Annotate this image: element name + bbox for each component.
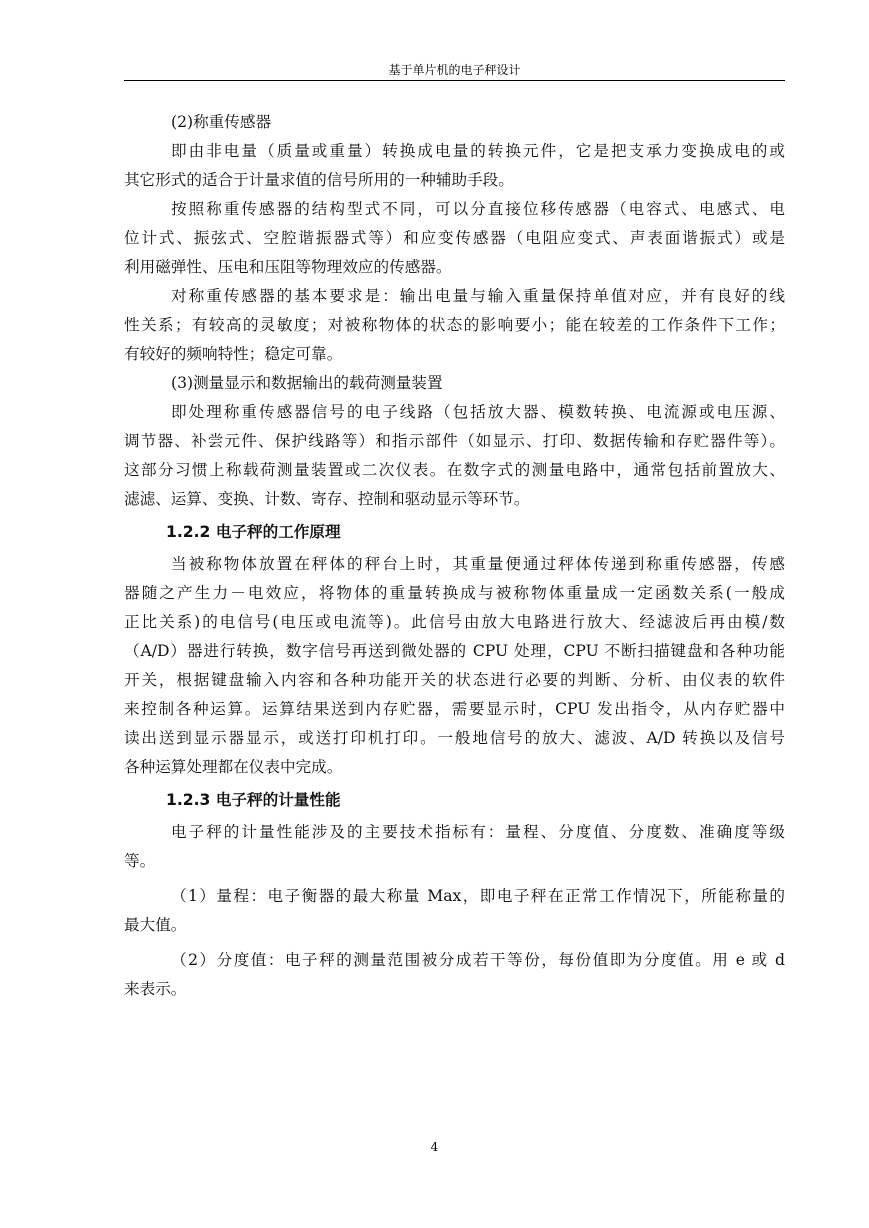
paragraph-line: 这部分习惯上称载荷测量装置或二次仪表。在数字式的测量电路中，通常包括前置放大、 (124, 461, 785, 479)
paragraph-line: 有较好的频响特性；稳定可靠。 (124, 345, 343, 363)
paragraph-line: 器随之产生力－电效应，将物体的重量转换成与被称物体重量成一定函数关系(一般成 (124, 584, 785, 602)
running-header-title: 基于单片机的电子秤设计 (388, 63, 521, 77)
paragraph-line: （2）分度值：电子秤的测量范围被分成若干等份，每份值即为分度值。用 e 或 d (171, 951, 785, 969)
paragraph-line: 最大值。 (124, 916, 187, 934)
paragraph-line: 各种运算处理都在仪表中完成。 (124, 758, 343, 776)
section-heading-1-2-3: 1.2.3 电子秤的计量性能 (166, 791, 341, 809)
paragraph-line: 开关，根据键盘输入内容和各种功能开关的状态进行必要的判断、分析、由仪表的软件 (124, 671, 785, 689)
paragraph-line: 利用磁弹性、压电和压阻等物理效应的传感器。 (124, 258, 452, 276)
page-number: 4 (430, 1140, 439, 1154)
section-heading-1-2-2: 1.2.2 电子秤的工作原理 (166, 523, 341, 541)
paragraph-line: （A/D）器进行转换，数字信号再送到微处器的 CPU 处理，CPU 不断扫描键盘和各种功能 (124, 642, 785, 660)
subsection-title-measurement: (3)测量显示和数据输出的载荷测量装置 (171, 374, 443, 392)
paragraph-line: 即处理称重传感器信号的电子线路（包括放大器、模数转换、电流源或电压源、 (171, 403, 785, 421)
paragraph-line: 位计式、振弦式、空腔谐振器式等）和应变传感器（电阻应变式、声表面谐振式）或是 (124, 229, 785, 247)
paragraph-line: 按照称重传感器的结构型式不同，可以分直接位移传感器（电容式、电感式、电 (171, 200, 785, 218)
body-text (124, 108, 785, 1004)
paragraph-line: 电子秤的计量性能涉及的主要技术指标有：量程、分度值、分度数、准确度等级 (171, 823, 785, 841)
paragraph-line: 当被称物体放置在秤体的秤台上时，其重量便通过秤体传递到称重传感器，传感 (171, 555, 785, 573)
paragraph-line: 来控制各种运算。运算结果送到内存贮器，需要显示时，CPU 发出指令，从内存贮器中 (124, 700, 785, 718)
paragraph-line: 等。 (124, 852, 156, 870)
paragraph-line: 即由非电量（质量或重量）转换成电量的转换元件，它是把支承力变换成电的或 (171, 142, 785, 160)
paragraph-line: 正比关系)的电信号(电压或电流等)。此信号由放大电路进行放大、经滤波后再由模/数 (124, 613, 785, 631)
paragraph-line: 读出送到显示器显示，或送打印机打印。一般地信号的放大、滤波、A/D 转换以及信号 (124, 729, 785, 747)
subsection-title-sensor: (2)称重传感器 (171, 113, 272, 131)
paragraph-line: （1）量程：电子衡器的最大称量 Max，即电子秤在正常工作情况下，所能称量的 (171, 887, 785, 905)
paragraph-line: 对称重传感器的基本要求是：输出电量与输入重量保持单值对应，并有良好的线 (171, 287, 785, 305)
paragraph-line: 调节器、补尝元件、保护线路等）和指示部件（如显示、打印、数据传输和存贮器件等）。 (124, 432, 785, 450)
paragraph-line: 滤滤、运算、变换、计数、寄存、控制和驱动显示等环节。 (124, 490, 530, 508)
paragraph-line: 性关系；有较高的灵敏度；对被称物体的状态的影响要小；能在较差的工作条件下工作； (124, 316, 785, 334)
header-rule (124, 80, 785, 81)
paragraph-line: 其它形式的适合于计量求值的信号所用的一种辅助手段。 (124, 171, 514, 189)
paragraph-line: 来表示。 (124, 980, 187, 998)
